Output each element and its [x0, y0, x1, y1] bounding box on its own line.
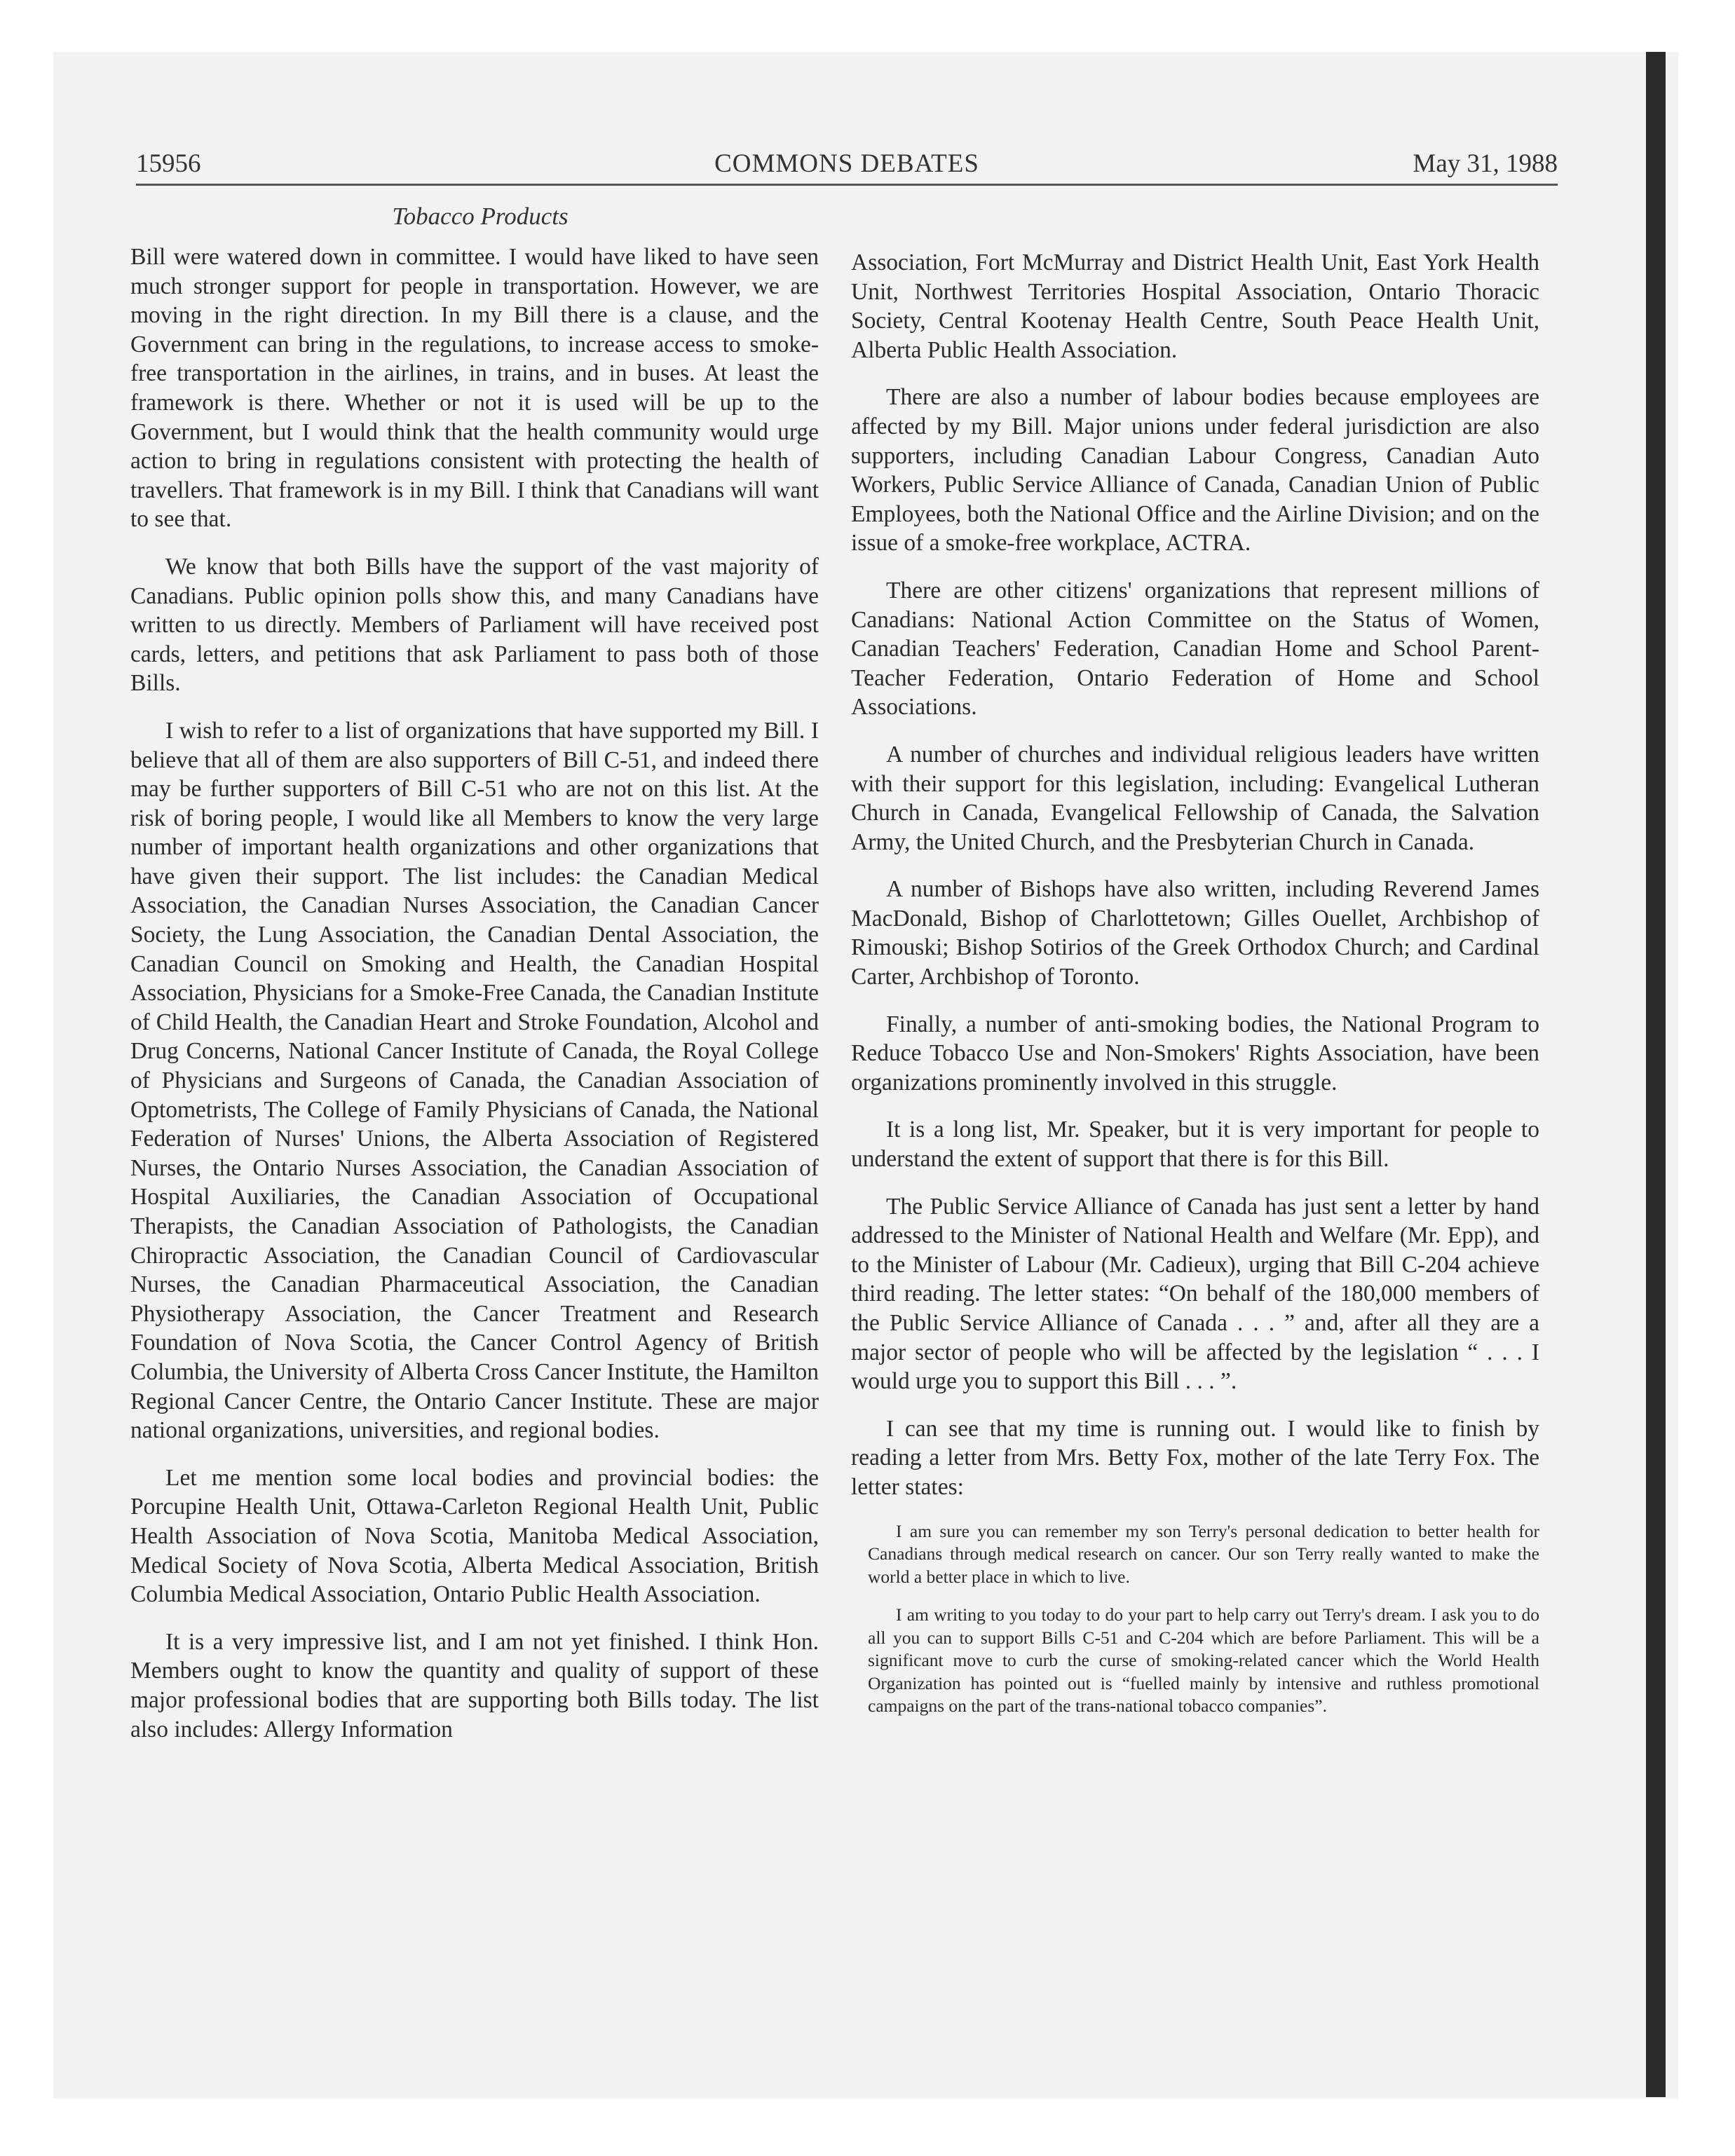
paragraph: There are other citizens' organizations that represent millions of Canadians: National Action Committee on the Status of Women, Canadian Teachers' Federation, Canadian Home and School Parent-Teacher Federation, Ontario Federation of Home and School Associations.	[851, 577, 1539, 721]
left-column	[130, 243, 819, 1762]
issue-date: May 31, 1988	[1413, 149, 1558, 178]
quoted-letter-paragraph: I am writing to you today to do your part to help carry out Terry's dream. I ask you to do all you can to support Bills C-51 and C-204 which are before Parliament. This will be a significant move to curb the curse of smoking-related cancer which the World Health Organization has pointed out is “fuelled mainly by intensive and ruthless promotional campaigns on the part of the trans-national tobacco companies”.	[868, 1604, 1539, 1717]
header-rule	[136, 184, 1558, 186]
paragraph: Finally, a number of anti-smoking bodies, the National Program to Reduce Tobacco Use and Non-Smokers' Rights Association, have been organizations prominently involved in this struggle.	[851, 1011, 1539, 1096]
paragraph: We know that both Bills have the support of the vast majority of Canadians. Public opinion polls show this, and many Canadians have written to us directly. Members of Parliament will have received post cards, letters, and petitions that ask Parliament to pass both of those Bills.	[130, 553, 819, 697]
paragraph: There are also a number of labour bodies because employees are affected by my Bill. Major unions under federal jurisdiction are also supporters, including Canadian Labour Congress, Canadian Auto Workers, Public Service Alliance of Canada, Canadian Union of Public Employees, both the National Office and the Airline Division; and on the issue of a smoke-free workplace, ACTRA.	[851, 384, 1539, 557]
publication-title: COMMONS DEBATES	[714, 149, 979, 178]
running-header	[136, 146, 1558, 182]
paragraph: I can see that my time is running out. I would like to finish by reading a letter from Mrs. Betty Fox, mother of the late Terry Fox. The letter states:	[851, 1415, 1539, 1500]
paragraph: It is a very impressive list, and I am not yet finished. I think Hon. Members ought to know the quantity and quality of support of these major professional bodies that are supporting both Bills today. The list also includes: Allergy Information	[130, 1628, 819, 1742]
paragraph: A number of churches and individual religious leaders have written with their support for this legislation, including: Evangelical Lutheran Church in Canada, Evangelical Fellowship of Canada, the Salvation Army, the United Church, and the Presbyterian Church in Canada.	[851, 741, 1539, 855]
paragraph: Association, Fort McMurray and District Health Unit, East York Health Unit, Northwest Territories Hospital Association, Ontario Thoracic Society, Central Kootenay Health Centre, South Peace Health Unit, Alberta Public Health Association.	[851, 250, 1539, 363]
right-column	[851, 248, 1539, 1733]
paragraph: It is a long list, Mr. Speaker, but it is very important for people to understand the extent of support that there is for this Bill.	[851, 1117, 1539, 1173]
paragraph: Bill were watered down in committee. I would have liked to have seen much stronger support for people in transportation. However, we are moving in the right direction. In my Bill there is a clause, and the Government can bring in the regulations, to increase access to smoke-free transportation in the airlines, in trains, and in buses. At least the framework is there. Whether or not it is used will be up to the Government, but I would think that the health community would urge action to bring in regulations consistent with protecting the health of travellers. That framework is in my Bill. I think that Canadians will want to see that.	[130, 244, 819, 533]
paragraph: The Public Service Alliance of Canada has just sent a letter by hand addressed to the Minister of National Health and Welfare (Mr. Epp), and to the Minister of Labour (Mr. Cadieux), urging that Bill C-204 achieve third reading. The letter states: “On behalf of the 180,000 members of the Public Service Alliance of Canada . . . ” and, after all they are a major sector of people who will be affected by the legislation “ . . . I would urge you to support this Bill . . . ”.	[851, 1193, 1539, 1395]
paragraph: I wish to refer to a list of organizations that have supported my Bill. I believe that all of them are also supporters of Bill C-51, and indeed there may be further supporters of Bill C-51 who are not on this list. At the risk of boring people, I would like all Members to know the very large number of important health organizations and other organizations that have given their support. The list includes: the Canadian Medical Association, the Canadian Nurses Association, the Canadian Cancer Society, the Lung Association, the Canadian Dental Association, the Canadian Council on Smoking and Health, the Canadian Hospital Association, Physicians for a Smoke-Free Canada, the Canadian Institute of Child Health, the Canadian Heart and Stroke Foundation, Alcohol and Drug Concerns, National Cancer Institute of Canada, the Royal College of Physicians and Surgeons of Canada, the Canadian Association of Optometrists, The College of Family Physicians of Canada, the National Federation of Nurses' Unions, the Alberta Association of Registered Nurses, the Ontario Nurses Association, the Canadian Association of Hospital Auxiliaries, the Canadian Association of Occupational Therapists, the Canadian Association of Pathologists, the Canadian Chiropractic Association, the Canadian Council of Cardiovascular Nurses, the Canadian Pharmaceutical Association, the Canadian Physiotherapy Association, the Cancer Treatment and Research Foundation of Nova Scotia, the Cancer Control Agency of British Columbia, the University of Alberta Cross Cancer Institute, the Hamilton Regional Cancer Centre, the Ontario Cancer Institute. These are major national organizations, universities, and regional bodies.	[130, 717, 819, 1444]
paragraph: Let me mention some local bodies and provincial bodies: the Porcupine Health Unit, Ottawa-Carleton Regional Health Unit, Public Health Association of Nova Scotia, Manitoba Medical Association, Medical Society of Nova Scotia, Alberta Medical Association, British Columbia Medical Association, Ontario Public Health Association.	[130, 1464, 819, 1608]
section-title: Tobacco Products	[392, 203, 569, 230]
paragraph: A number of Bishops have also written, including Reverend James MacDonald, Bishop of Charlottetown; Gilles Ouellet, Archbishop of Rimouski; Bishop Sotirios of the Greek Orthodox Church; and Cardinal Carter, Archbishop of Toronto.	[851, 876, 1539, 990]
page-number: 15956	[136, 149, 201, 178]
quoted-letter-paragraph: I am sure you can remember my son Terry's personal dedication to better health for Canadians through medical research on cancer. Our son Terry really wanted to make the world a better place in which to live.	[868, 1520, 1539, 1587]
scan-edge-shadow	[1646, 52, 1666, 2097]
